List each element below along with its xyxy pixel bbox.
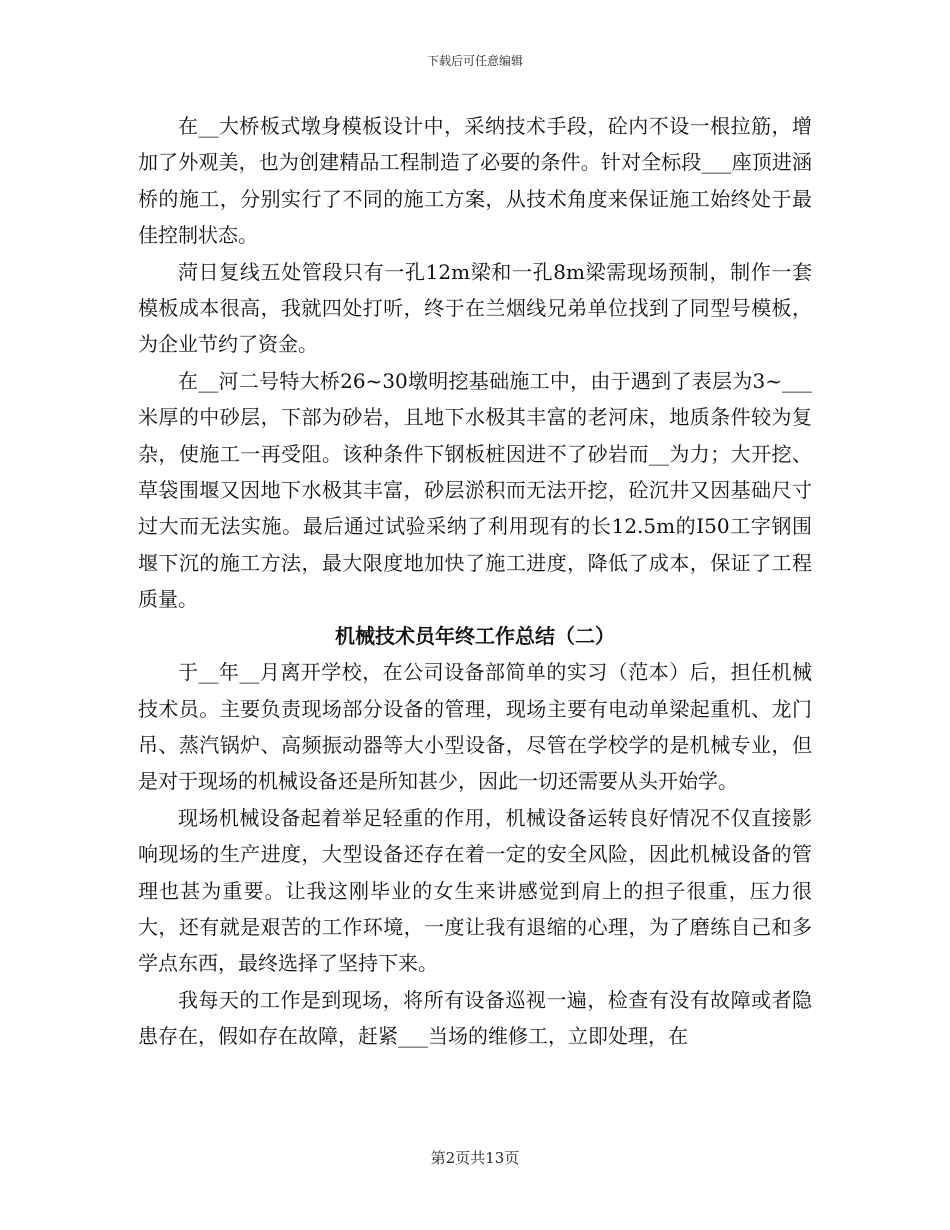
page-footer: 第2页共13页 xyxy=(430,1149,520,1167)
paragraph: 现场机械设备起着举足轻重的作用，机械设备运转良好情况不仅直接影响现场的生产进度，大型设备还存在着一定的安全风险，因此机械设备的管理也甚为重要。让我这刚毕业的女生来讲感觉到肩上的担子很重，压力很大，还有就是艰苦的工作环境，一度让我有退缩的心理，为了磨练自己和多学点东西，最终选择了坚持下来。 xyxy=(138,805,812,976)
paragraph: 在__大桥板式墩身模板设计中，采纳技术手段，砼内不设一根拉筋，增加了外观美，也为创建精品工程制造了必要的条件。针对全标段___座顶进涵桥的施工，分别实行了不同的施工方案，从技术角度来保证施工始终处于最佳控制状态。 xyxy=(138,114,812,248)
paragraph: 菏日复线五处管段只有一孔12m梁和一孔8m梁需现场预制，制作一套模板成本很高，我就四处打听，终于在兰烟线兄弟单位找到了同型号模板，为企业节约了资金。 xyxy=(138,259,812,357)
paragraph: 于__年__月离开学校，在公司设备部简单的实习（范本）后，担任机械技术员。主要负责现场部分设备的管理，现场主要有电动单梁起重机、龙门吊、蒸汽锅炉、高频振动器等大小型设备，尽管在学校学的是机械专业，但是对于现场的机械设备还是所知甚少，因此一切还需要从头开始学。 xyxy=(138,660,812,794)
section-title: 机械技术员年终工作总结（二） xyxy=(335,623,615,648)
paragraph: 我每天的工作是到现场，将所有设备巡视一遍，检查有没有故障或者隐患存在，假如存在故障，赶紧___当场的维修工，立即处理，在 xyxy=(138,987,812,1049)
document-body xyxy=(138,108,812,1055)
page-header: 下载后可任意编辑 xyxy=(426,54,523,68)
paragraph: 在__河二号特大桥26~30墩明挖基础施工中，由于遇到了表层为3~___米厚的中砂层，下部为砂岩，且地下水极其丰富的老河床，地质条件较为复杂，使施工一再受阻。该种条件下钢板桩因进不了砂岩而__为力；大开挖、草袋围堰又因地下水极其丰富，砂层淤积而无法开挖，砼沉井又因基础尺寸过大而无法实施。最后通过试验采纳了利用现有的长12.5m的I50工字钢围堰下沉的施工方法，最大限度地加快了施工进度，降低了成本，保证了工程质量。 xyxy=(138,368,812,612)
